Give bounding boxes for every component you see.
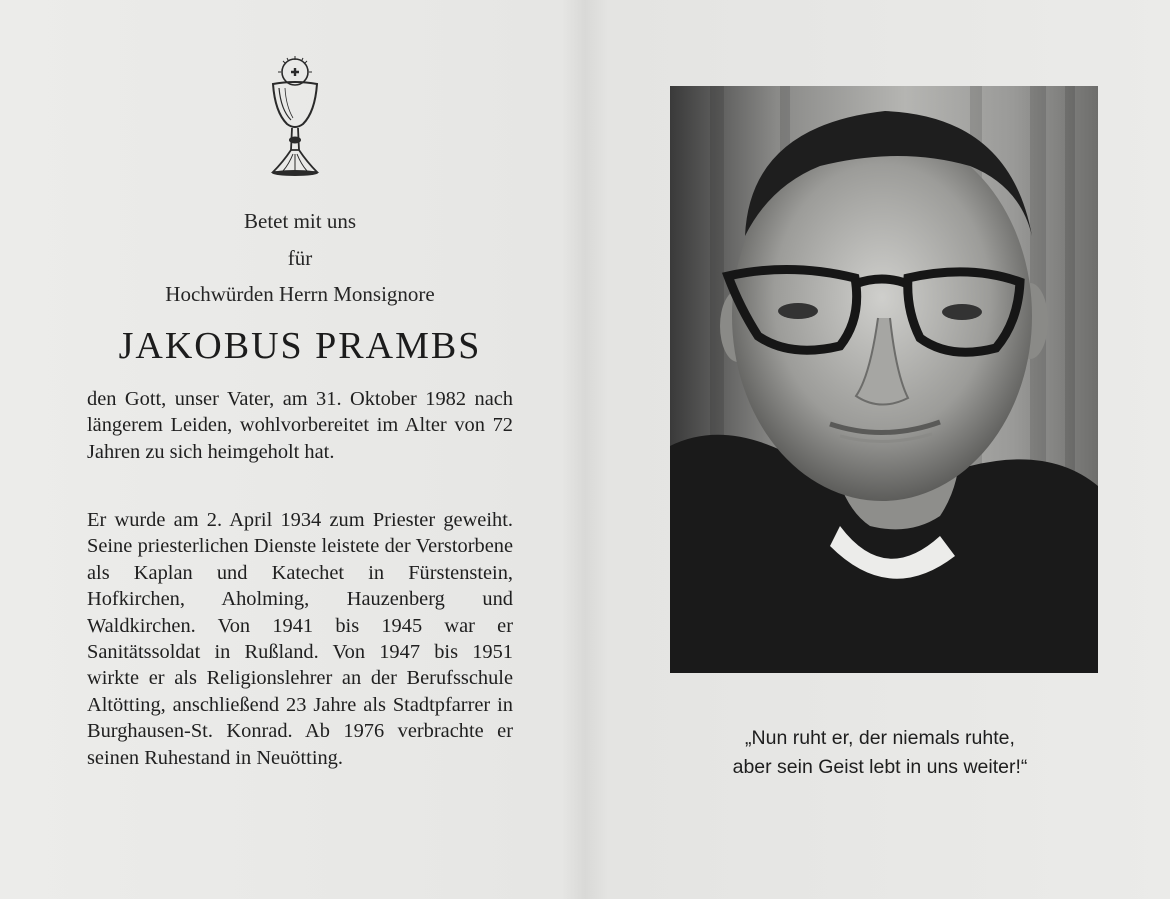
biography-paragraph: Er wurde am 2. April 1934 zum Priester geweiht. Seine priesterlichen Dienste leistete der Verstorbene als Kaplan und Katechet in Fürstenstein, Hofkirchen, Aholming, Hauzenberg und Waldkirchen. Von 1941 bis 1945 war er Sanitätssoldat in Rußland. Von 1947 bis 1951 wirkte er als Religionslehrer an der Berufsschule Altötting, anschließend 23 Jahre als Stadtpfarrer in Burghausen-St. Konrad. Ab 1976 verbrachte er seinen Ruhestand in Neuötting. (87, 509, 513, 769)
right-page (580, 0, 1170, 899)
quote-line-1: „Nun ruht er, der niemals ruhte, (745, 727, 1015, 749)
deceased-name: JAKOBUS PRAMBS (118, 325, 482, 367)
heading-for: für (287, 246, 313, 270)
left-page (0, 0, 580, 899)
heading-prayer: Betet mit uns (244, 209, 356, 233)
chalice-icon (265, 54, 325, 180)
bleed-through-text (665, 680, 669, 697)
quote-line-2: aber sein Geist lebt in uns weiter!“ (732, 756, 1028, 778)
heading-title: Hochwürden Herrn Monsignore (165, 282, 435, 306)
death-notice-paragraph: den Gott, unser Vater, am 31. Oktober 1982 nach längerem Leiden, wohlvorbereitet im Alter von 72 Jahren zu sich heimgeholt hat. (87, 388, 513, 463)
portrait-photo (670, 86, 1098, 673)
